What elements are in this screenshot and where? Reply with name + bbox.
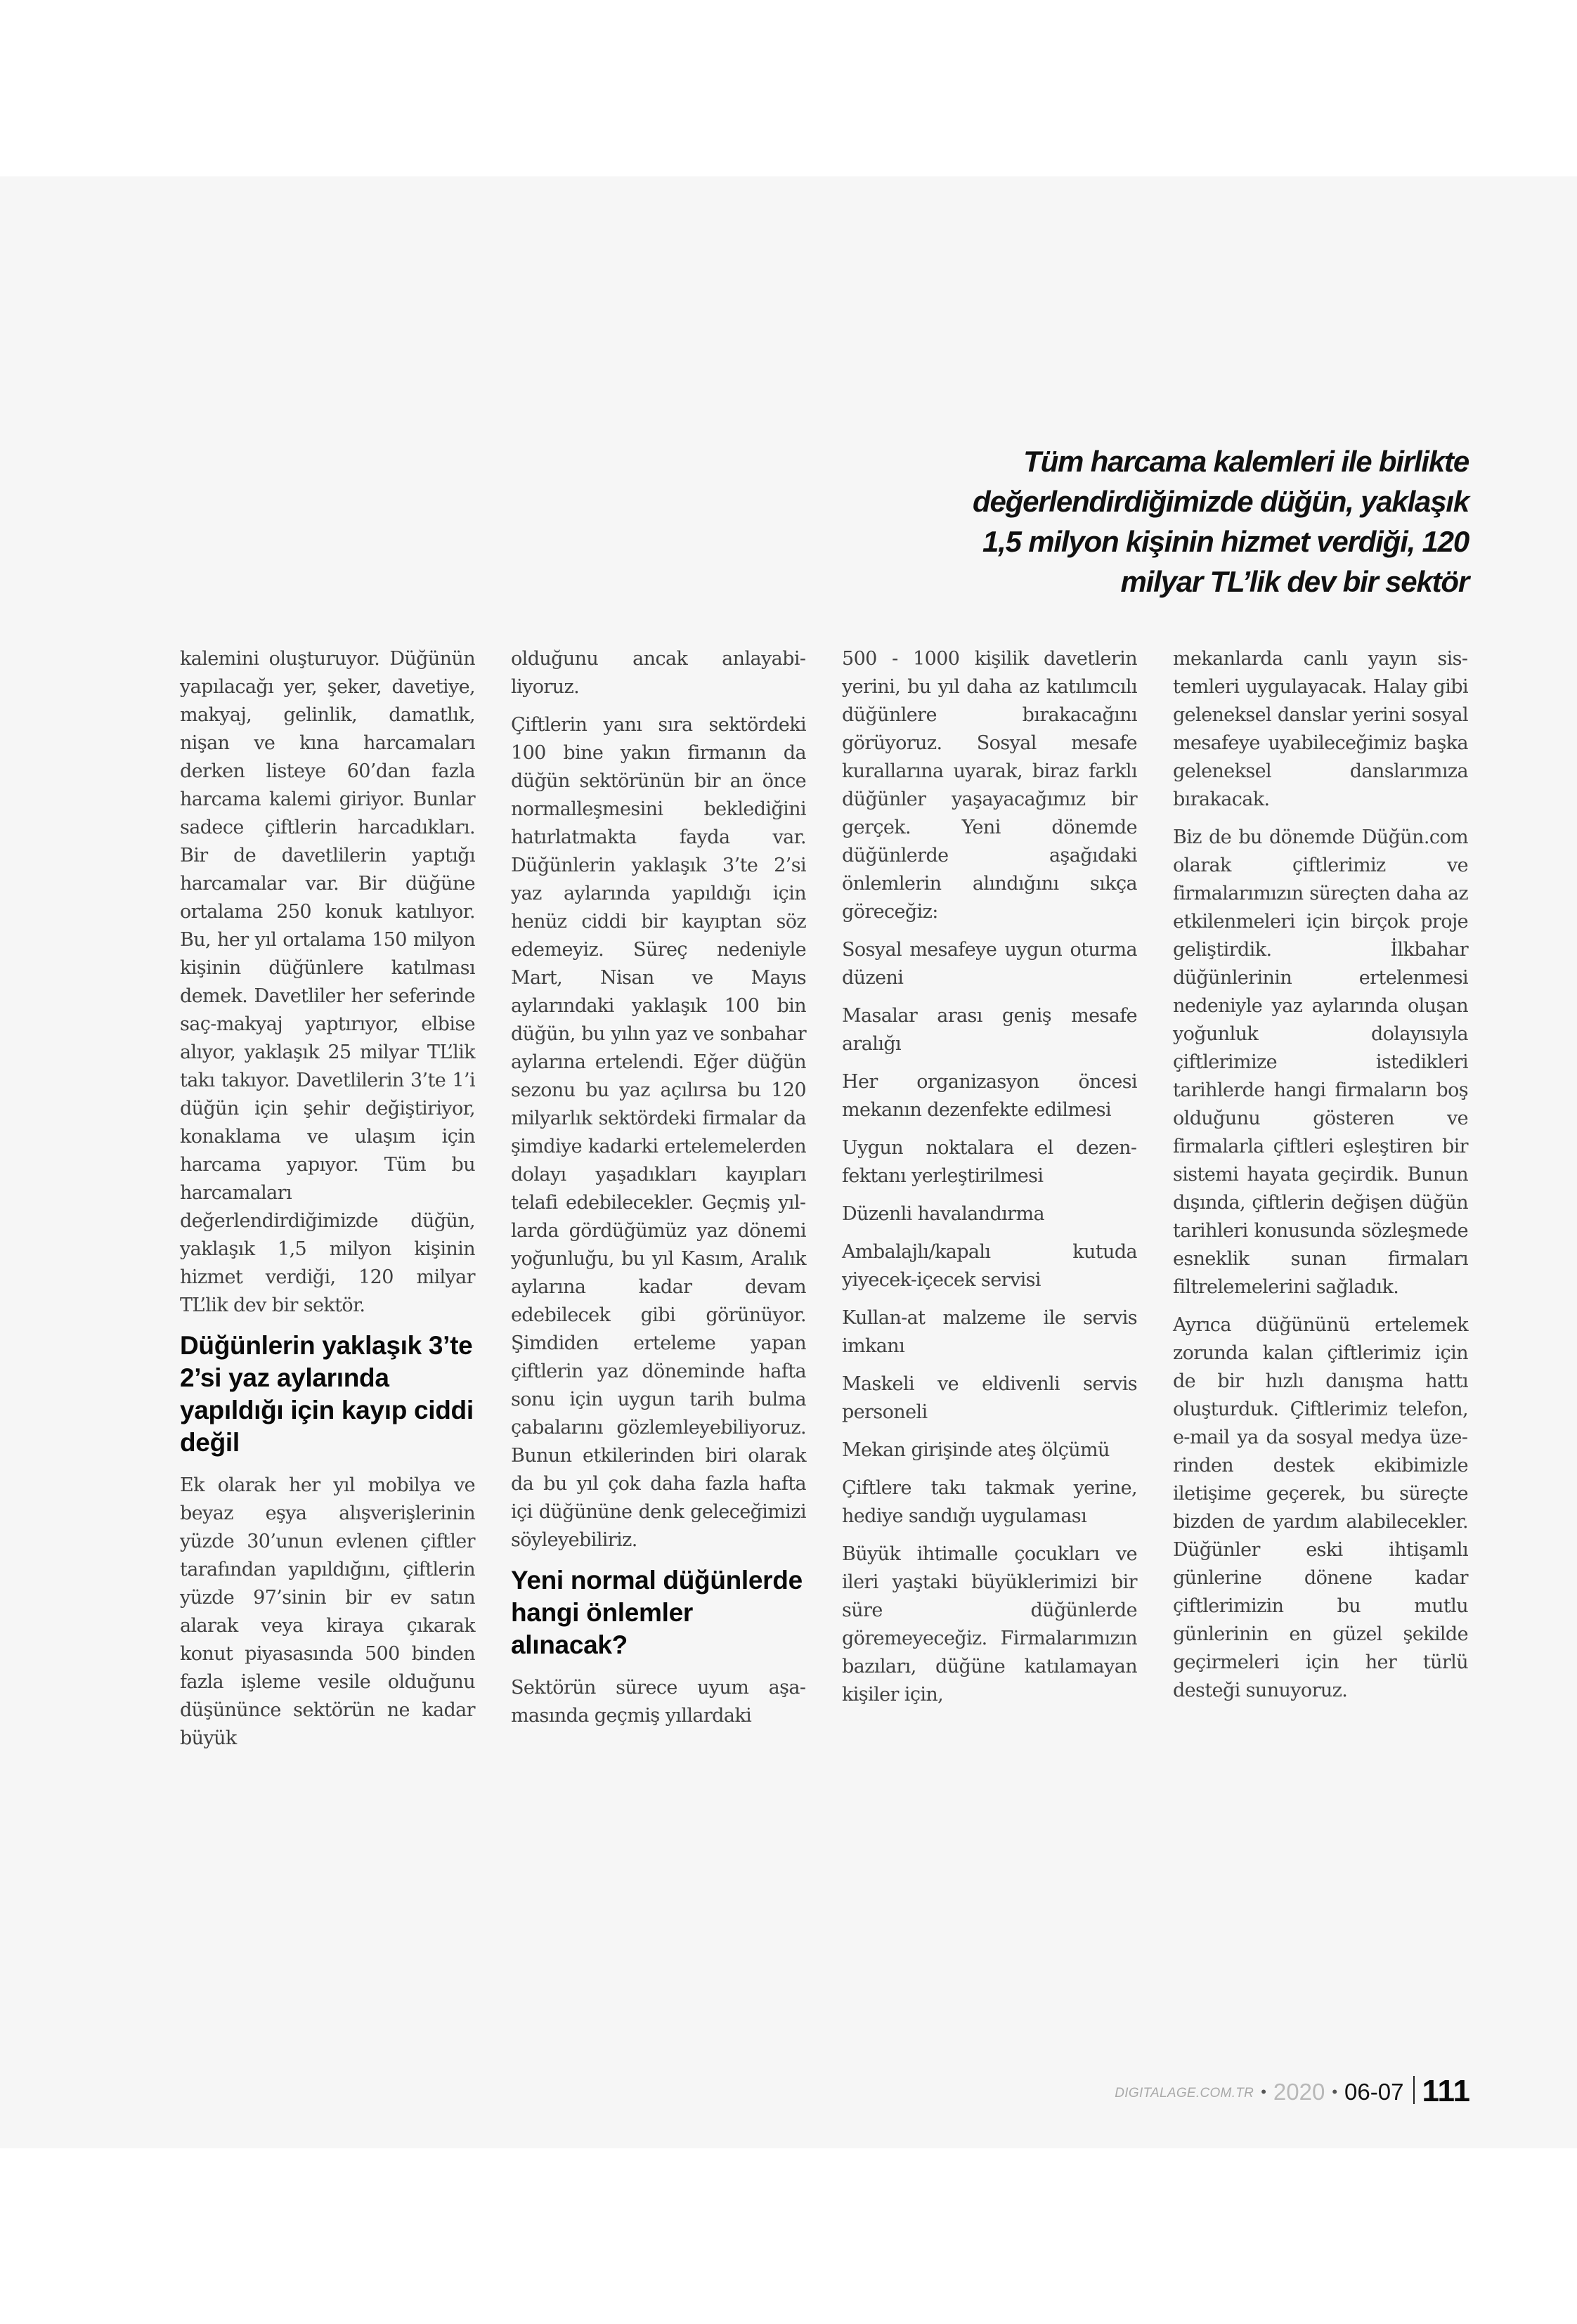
body-paragraph: mekanlarda canlı yayın sistemleri uygulayacak. Halay gibi geleneksel danslar yerini sosyal mesafeye uyabileceğimiz başka geleneksel danslarımıza bırakacak. xyxy=(1173,648,1468,810)
pull-quote-line: 1,5 milyon kişinin hizmet verdiği, 120 xyxy=(982,525,1469,558)
section-heading: Düğünlerin yaklaşık 3’te 2’si yaz aylarında yapıldığı için kayıp ciddi değil xyxy=(180,1331,474,1457)
measure-item: Sosyal mesafeye uygun oturma düzeni xyxy=(842,939,1137,989)
folio-year: 2020 xyxy=(1273,2079,1325,2105)
body-paragraph: Ek olarak her yıl mobilya ve beyaz eşya alışverişlerinin yüzde 30’unun evlenen çiftler tarafından yapıldığını, çiftlerin yüzde 97’sinin bir ev satın alarak veya kiraya çıkarak konut piyasasında 500 binden fazla işleme vesile olduğunu düşününce sektörün ne kadar büyük xyxy=(180,1474,475,1749)
folio-bullet: • xyxy=(1261,2083,1266,2101)
body-paragraph: Büyük ihtimalle çocukları ve ileri yaştaki büyüklerimizi bir süre düğünlerde göremeyeceğiz. Firmalarımızın bazıları, düğüne katılamayan kişiler için, xyxy=(842,1543,1137,1706)
measure-item: Ambalajlı/kapalı kutuda yiyecek-içecek servisi xyxy=(842,1241,1137,1291)
measure-item: Her organizasyon öncesi mekanın dezenfekte edilmesi xyxy=(842,1071,1137,1121)
pull-quote-line: değerlendirdiğimizde düğün, yaklaşık xyxy=(973,485,1469,518)
body-paragraph: olduğunu ancak anlayabiliyoruz. xyxy=(511,648,806,698)
folio-divider xyxy=(1413,2076,1415,2104)
body-paragraph: 500 - 1000 kişilik davetlerin yerini, bu yıl daha az katılımcılı düğünlere bırakacağını görüyoruz. Sosyal mesafe kurallarına uyarak, biraz farklı düğünler yaşayacağımız bir gerçek. Yeni dönemde düğünlerde aşağıdaki önlemlerin alındığını sıkça göreceğiz: xyxy=(842,648,1137,923)
article-column-1 xyxy=(180,645,475,1763)
pull-quote xyxy=(836,441,1469,602)
measure-item: Kullan-at malzeme ile servis imkanı xyxy=(842,1307,1137,1357)
article-column-2 xyxy=(511,645,806,1740)
body-paragraph: Sektörün sürece uyum aşamasında geçmiş yıllardaki xyxy=(511,1677,806,1727)
folio-website: DIGITALAGE.COM.TR xyxy=(1115,2086,1254,2101)
measure-item: Düzenli havalandırma xyxy=(842,1203,1044,1225)
measure-item: Masalar arası geniş mesafe aralığı xyxy=(842,1005,1137,1055)
measure-item: Maskeli ve eldivenli servis personeli xyxy=(842,1373,1137,1423)
body-paragraph: Ayrıca düğününü ertelemek zorunda kalan çiftlerimiz için de bir hızlı danışma hattı oluşturduk. Çiftlerimiz telefon, e-mail ya da sosyal medya üzerinden destek ekibimizle iletişime geçerek, bu süreçte bizden de yardım alabilecekler. Düğünler eski ihtişamlı günlerine dönene kadar çiftlerimizin bu mutlu günlerinin en güzel şekilde geçirmeleri için her türlü desteği sunuyoruz. xyxy=(1173,1314,1468,1701)
page-folio xyxy=(1115,2067,1470,2107)
measure-item: Çiftlere takı takmak yerine, hediye sandığı uygulaması xyxy=(842,1477,1137,1527)
body-paragraph: Çiftlerin yanı sıra sektördeki 100 bine yakın firmanın da düğün sektörünün bir an önce normalleşmesini beklediğini hatırlatmakta fayda var. Düğünlerin yaklaşık 3’te 2’si yaz aylarında yapıldığı için henüz ciddi bir kayıptan söz edemeyiz. Süreç nedeniyle Mart, Nisan ve Mayıs aylarındaki yaklaşık 100 bin düğün, bu yılın yaz ve sonbahar aylarına ertelendi. Eğer düğün sezonu bu yaz açılırsa bu 120 milyarlık sektördeki firmalar da şimdiye kadarki ertelemelerden dolayı yaşadıkları kayıpları telafi edebilecekler. Geçmiş yıllarda gördüğümüz yaz dönemi yoğunluğu, bu yıl Kasım, Aralık aylarına kadar devam edebilecek gibi görünüyor. Şimdiden erteleme yapan çiftlerin yaz döneminde hafta sonu için uygun tarih bulma çabalarını gözlemleyebiliyoruz. Bunun etkilerinden biri olarak da bu yıl çok daha fazla hafta içi düğününe denk geleceğimizi söyleyebiliriz. xyxy=(511,714,806,1551)
article-column-4 xyxy=(1173,645,1468,1715)
page-number: 111 xyxy=(1422,2074,1470,2108)
body-paragraph: kalemini oluşturuyor. Düğünün yapılacağı yer, şeker, davetiye, makyaj, gelinlik, damatlık, nişan ve kına harcamaları derken listeye 60’dan fazla harcama kalemi giriyor. Bunlar sadece çiftlerin harcadıkları. Bir de davetlilerin yaptığı harcamalar var. Bir düğüne ortalama 250 konuk katılıyor. Bu, her yıl ortalama 150 milyon kişinin düğünlere katılması demek. Davetliler her seferinde saç-makyaj yaptırıyor, elbise alıyor, yaklaşık 25 milyar TL’lik takı takıyor. Davetlilerin 3’te 1’i düğün için şehir değiştiriyor, konaklama ve ulaşım için harcama yapıyor. Tüm bu harcamaları değerlendirdiğimizde düğün, yaklaşık 1,5 milyon kişinin hizmet verdiği, 120 milyar TL’lik dev bir sektör. xyxy=(180,648,475,1316)
measures-list xyxy=(842,936,1137,1531)
measure-item: Mekan girişinde ateş ölçümü xyxy=(842,1439,1110,1461)
folio-issue: 06-07 xyxy=(1344,2079,1404,2105)
pull-quote-line: Tüm harcama kalemleri ile birlikte xyxy=(1023,445,1469,478)
pull-quote-line: milyar TL’lik dev bir sektör xyxy=(1120,565,1469,598)
measure-item: Uygun noktalara el dezenfektanı yerleştirilmesi xyxy=(842,1137,1137,1187)
section-heading: Yeni normal düğünlerde hangi önlemler alınacak? xyxy=(511,1566,803,1659)
body-paragraph: Biz de bu dönemde Düğün.com olarak çiftlerimiz ve firmalarımızın süreçten daha az etkilenmeleri için birçok proje geliştirdik. İlkbahar düğünlerinin ertelenmesi nedeniyle yaz aylarında oluşan yoğunluk dolayısıyla çiftlerimize istedikleri tarihlerde hangi firmaların boş olduğunu gösteren ve firmalarla çiftleri eşleştiren bir sistemi hayata geçirdik. Bunun dışında, çiftlerin değişen düğün tarihleri konusunda sözleşmede esneklik sunan firmaları filtrelemelerini sağladık. xyxy=(1173,826,1468,1298)
article-column-3 xyxy=(842,645,1137,1719)
folio-bullet: • xyxy=(1332,2083,1338,2101)
